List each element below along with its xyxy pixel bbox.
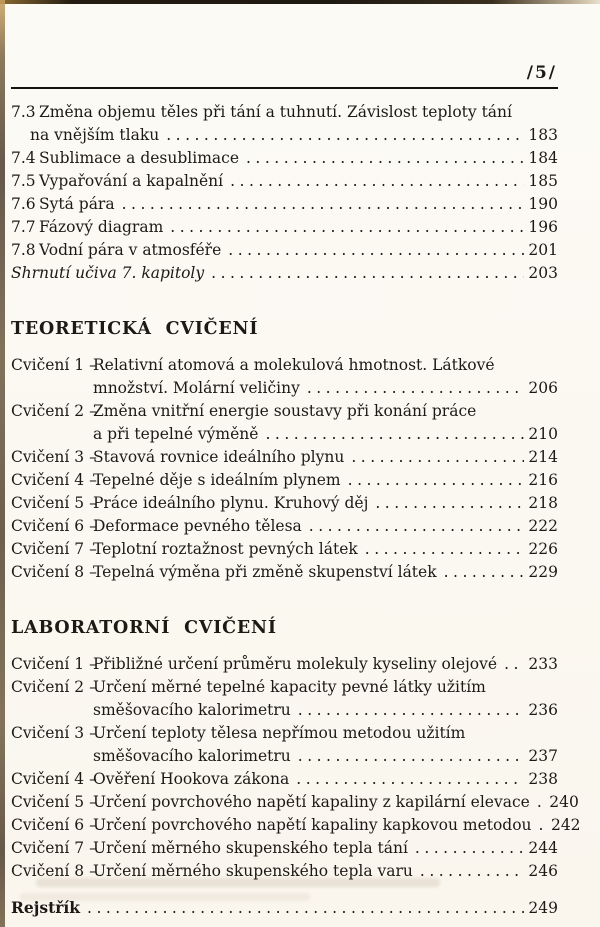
entry-page-number: 229 bbox=[528, 563, 558, 581]
entry-label: 7.7 bbox=[11, 218, 36, 236]
toc-entry bbox=[11, 837, 558, 860]
entry-label: 7.6 bbox=[11, 195, 36, 213]
entry-page-number: 246 bbox=[528, 862, 558, 880]
entry-title: Ověření Hookova zákona bbox=[93, 770, 290, 788]
entry-page-number: 218 bbox=[528, 494, 558, 512]
dot-leader bbox=[296, 768, 524, 791]
toc-entry bbox=[11, 170, 558, 193]
entry-page-number: 184 bbox=[528, 149, 558, 167]
entry-label: Cvičení 6 – bbox=[11, 816, 97, 834]
entry-page-number: 196 bbox=[528, 218, 558, 236]
dot-leader bbox=[348, 469, 524, 492]
toc-section-exercises bbox=[11, 615, 581, 883]
toc-entry-line bbox=[11, 239, 558, 262]
entry-label: Cvičení 6 – bbox=[11, 517, 97, 535]
section-heading: TEORETICKÁ CVIČENÍ bbox=[11, 319, 259, 339]
toc-entry bbox=[11, 515, 558, 538]
entry-title: směšovacího kalorimetru bbox=[93, 747, 291, 765]
entry-title: Přibližné určení průměru molekuly kyseliny olejové bbox=[93, 655, 498, 673]
toc-entry-line bbox=[11, 262, 558, 285]
toc-entry-line bbox=[11, 791, 579, 814]
dot-leader bbox=[307, 377, 524, 400]
entry-title: Sytá pára bbox=[39, 195, 115, 213]
toc-entry bbox=[11, 262, 558, 285]
toc-entry bbox=[11, 492, 558, 515]
entry-label: Cvičení 3 – bbox=[11, 448, 97, 466]
entry-title: Určení měrného skupenského tepla tání bbox=[93, 839, 408, 857]
toc-entry bbox=[11, 446, 558, 469]
toc-entry bbox=[11, 896, 558, 920]
toc-entry bbox=[11, 239, 558, 262]
dot-leader bbox=[228, 239, 524, 262]
toc-entry-line bbox=[11, 676, 558, 699]
entry-page-number: 201 bbox=[528, 241, 558, 259]
page-number: /5/ bbox=[526, 63, 557, 83]
entry-title: Vypařování a kapalnění bbox=[39, 172, 224, 190]
entry-page-number: 190 bbox=[528, 195, 558, 213]
toc-entry bbox=[11, 354, 558, 400]
dot-leader bbox=[122, 193, 524, 216]
toc-entry bbox=[11, 653, 558, 676]
entry-label: Cvičení 1 – bbox=[11, 356, 97, 374]
entry-page-number: 216 bbox=[528, 471, 558, 489]
entry-title: Určení teploty tělesa nepřímou metodou užitím bbox=[93, 724, 466, 742]
toc-entry-line bbox=[11, 722, 558, 745]
dot-leader bbox=[351, 446, 524, 469]
entry-page-number: 233 bbox=[528, 655, 558, 673]
entry-title: Stavová rovnice ideálního plynu bbox=[93, 448, 345, 466]
dot-leader bbox=[230, 170, 524, 193]
toc-sections bbox=[11, 101, 581, 920]
toc-entry-line bbox=[11, 492, 558, 515]
entry-page-number: 210 bbox=[528, 425, 558, 443]
toc-entry bbox=[11, 400, 558, 446]
entry-page-number: 206 bbox=[528, 379, 558, 397]
entry-title: směšovacího kalorimetru bbox=[93, 701, 291, 719]
entry-page-number: 226 bbox=[528, 540, 558, 558]
toc-entry bbox=[11, 814, 581, 837]
entry-title: Práce ideálního plynu. Kruhový děj bbox=[93, 494, 369, 512]
toc-entry-line bbox=[11, 377, 558, 400]
entry-title: na vnějším tlaku bbox=[30, 126, 160, 144]
entry-label: Cvičení 1 – bbox=[11, 655, 97, 673]
toc-entry-line bbox=[11, 515, 558, 538]
toc-entry-line bbox=[11, 814, 581, 837]
toc-entry-line bbox=[11, 538, 558, 561]
toc-entry bbox=[11, 147, 558, 170]
toc-entry bbox=[11, 768, 558, 791]
entry-page-number: 236 bbox=[528, 701, 558, 719]
entry-page-number: 240 bbox=[549, 793, 579, 811]
entry-title: Určení povrchového napětí kapaliny z kapilární elevace bbox=[93, 793, 530, 811]
dot-leader bbox=[166, 124, 524, 147]
entry-page-number: 203 bbox=[528, 264, 558, 282]
entry-title: Shrnutí učiva 7. kapitoly bbox=[11, 264, 205, 282]
section-heading: LABORATORNÍ CVIČENÍ bbox=[11, 618, 277, 638]
entry-title: a při tepelné výměně bbox=[93, 425, 259, 443]
header-rule bbox=[11, 87, 558, 89]
entry-page-number: 242 bbox=[550, 816, 581, 834]
entry-label: Cvičení 8 – bbox=[11, 563, 97, 581]
entry-label: Cvičení 5 – bbox=[11, 494, 97, 512]
toc-entry-line bbox=[11, 860, 558, 883]
toc-entry bbox=[11, 791, 579, 814]
entry-title: Fázový diagram bbox=[39, 218, 164, 236]
toc-section-index bbox=[11, 896, 558, 920]
entry-title: Teplotní roztažnost pevných látek bbox=[93, 540, 358, 558]
toc-entry bbox=[11, 469, 558, 492]
dot-leader bbox=[504, 653, 524, 676]
toc-entry-line bbox=[11, 193, 558, 216]
entry-title: Tepelné děje s ideálním plynem bbox=[93, 471, 341, 489]
dot-leader bbox=[415, 837, 524, 860]
entry-title: množství. Molární veličiny bbox=[93, 379, 300, 397]
entry-label: Cvičení 2 – bbox=[11, 678, 97, 696]
toc-entry-line bbox=[11, 101, 558, 124]
toc-entry-line bbox=[11, 699, 558, 722]
dot-leader bbox=[211, 262, 524, 285]
entry-title: Změna vnitřní energie soustavy při konání práce bbox=[93, 402, 477, 420]
dot-leader bbox=[265, 423, 524, 446]
toc-entry-line bbox=[11, 124, 558, 147]
toc-entry-line bbox=[11, 561, 558, 584]
dot-leader bbox=[246, 147, 524, 170]
dot-leader bbox=[444, 561, 524, 584]
entry-title: Určení povrchového napětí kapaliny kapkovou metodou bbox=[93, 816, 532, 834]
entry-label: 7.5 bbox=[11, 172, 36, 190]
entry-label: Cvičení 4 – bbox=[11, 770, 97, 788]
entry-page-number: 244 bbox=[528, 839, 558, 857]
scan-left-edge-artifact bbox=[0, 0, 5, 927]
toc-entry-line bbox=[11, 170, 558, 193]
toc-entry-line bbox=[11, 216, 558, 239]
entry-title: Vodní pára v atmosféře bbox=[39, 241, 222, 259]
toc-section-chapter bbox=[11, 101, 558, 285]
entry-label: Cvičení 7 – bbox=[11, 839, 97, 857]
dot-leader bbox=[375, 492, 524, 515]
toc-entry-line bbox=[11, 147, 558, 170]
entry-page-number: 238 bbox=[528, 770, 558, 788]
entry-title: Určení měrné tepelné kapacity pevné látky užitím bbox=[93, 678, 486, 696]
toc-entry bbox=[11, 538, 558, 561]
entry-title: Změna objemu těles při tání a tuhnutí. Závislost teploty tání bbox=[39, 103, 512, 121]
toc-entry-line bbox=[11, 469, 558, 492]
entry-label: 7.3 bbox=[11, 103, 36, 121]
toc-entry bbox=[11, 193, 558, 216]
entry-page-number: 214 bbox=[528, 448, 558, 466]
dot-leader bbox=[537, 791, 545, 814]
toc-entry-line bbox=[11, 896, 558, 920]
entry-page-number: 183 bbox=[528, 126, 558, 144]
toc-entry-line bbox=[11, 354, 558, 377]
toc-entry-line bbox=[11, 446, 558, 469]
toc-section-exercises bbox=[11, 316, 558, 584]
entry-label: Cvičení 3 – bbox=[11, 724, 97, 742]
toc-entry-line bbox=[11, 768, 558, 791]
entry-page-number: 249 bbox=[528, 899, 558, 917]
entry-title: Tepelná výměna při změně skupenství látek bbox=[93, 563, 437, 581]
entry-page-number: 237 bbox=[528, 747, 558, 765]
entry-title: Relativní atomová a molekulová hmotnost. Látkové bbox=[93, 356, 495, 374]
toc-entry bbox=[11, 101, 558, 147]
dot-leader bbox=[298, 699, 524, 722]
entry-page-number: 185 bbox=[528, 172, 558, 190]
toc-entry bbox=[11, 216, 558, 239]
entry-label: 7.4 bbox=[11, 149, 36, 167]
toc-entry-line bbox=[11, 400, 558, 423]
dot-leader bbox=[309, 515, 524, 538]
scan-top-edge-artifact bbox=[0, 0, 600, 4]
toc-entry bbox=[11, 722, 558, 768]
toc-entry-line bbox=[11, 423, 558, 446]
entry-title: Určení měrného skupenského tepla varu bbox=[93, 862, 413, 880]
toc-entry bbox=[11, 676, 558, 722]
entry-title: Rejstřík bbox=[11, 898, 81, 917]
page-header bbox=[11, 62, 558, 89]
entry-title: Sublimace a desublimace bbox=[39, 149, 239, 167]
toc-entry bbox=[11, 860, 558, 883]
entry-title: Deformace pevného tělesa bbox=[93, 517, 302, 535]
entry-page-number: 222 bbox=[528, 517, 558, 535]
toc-entry-line bbox=[11, 837, 558, 860]
dot-leader bbox=[365, 538, 524, 561]
toc-entry-line bbox=[11, 745, 558, 768]
entry-label: Cvičení 4 – bbox=[11, 471, 97, 489]
toc-entry bbox=[11, 561, 558, 584]
dot-leader bbox=[87, 897, 524, 920]
dot-leader bbox=[170, 216, 524, 239]
dot-leader bbox=[420, 860, 524, 883]
entry-label: Cvičení 7 – bbox=[11, 540, 97, 558]
entry-label: 7.8 bbox=[11, 241, 36, 259]
entry-label: Cvičení 2 – bbox=[11, 402, 97, 420]
toc-entry-line bbox=[11, 653, 558, 676]
dot-leader bbox=[539, 814, 547, 837]
entry-label: Cvičení 5 – bbox=[11, 793, 97, 811]
entry-label: Cvičení 8 – bbox=[11, 862, 97, 880]
dot-leader bbox=[298, 745, 524, 768]
